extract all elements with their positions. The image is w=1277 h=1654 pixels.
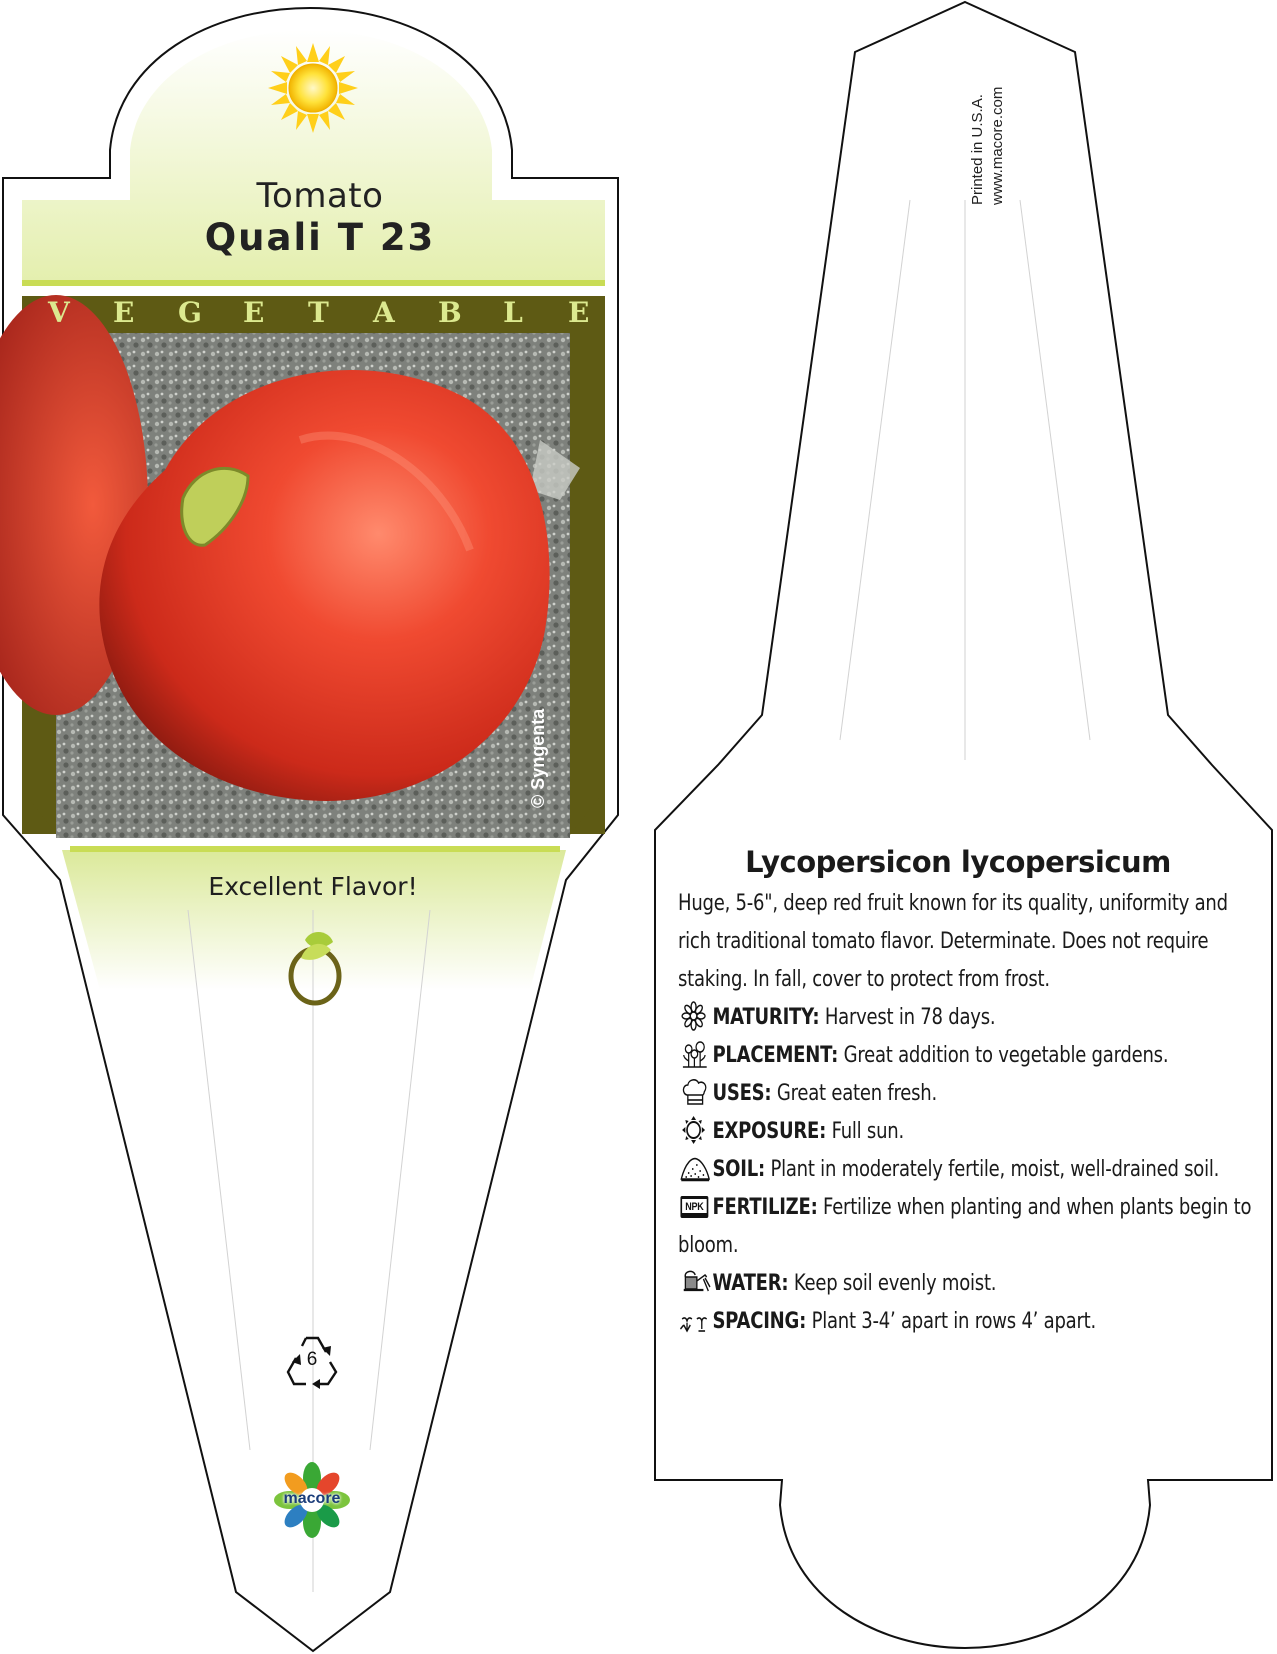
botanical-name: Lycopersicon lycopersicum [745, 845, 1171, 879]
care-row [678, 1189, 1252, 1265]
care-label: SPACING: [712, 1309, 807, 1334]
category-letter: E [568, 296, 590, 329]
care-row [678, 1075, 1252, 1113]
care-label: USES: [712, 1081, 772, 1106]
category-letter: E [113, 296, 135, 329]
printed-in-note [968, 87, 1008, 205]
category-letter: A [373, 296, 395, 329]
brand-name: macore [283, 1490, 341, 1507]
back-tag-outline [655, 2, 1272, 1648]
care-row [678, 999, 1252, 1037]
front-bottom-panel [62, 850, 566, 990]
back-content [678, 845, 1258, 1341]
plant-description: Huge, 5-6", deep red fruit known for its quality, uniformity and rich traditional tomato flavor. Determinate. Does not require staking. In fall, cover to protect from frost. [678, 891, 1228, 992]
variety-name: Quali T 23 [204, 216, 436, 259]
category-letter: G [178, 296, 202, 329]
tagline: Excellent Flavor! [208, 872, 418, 901]
care-row [678, 1151, 1252, 1189]
chef-hat-icon [678, 1077, 712, 1107]
sun-outline-icon [678, 1115, 712, 1145]
category-letter: B [438, 296, 462, 329]
category-letter: E [243, 296, 265, 329]
care-label: WATER: [712, 1271, 789, 1296]
website-text: www.macore.com [989, 86, 1006, 205]
placement-plants-icon [678, 1039, 712, 1069]
care-row [678, 1303, 1252, 1341]
care-label: PLACEMENT: [712, 1043, 839, 1068]
care-text: Fertilize when planting and when plants begin to bloom. [678, 1195, 1252, 1258]
common-name: Tomato [256, 176, 384, 216]
care-text: Harvest in 78 days. [824, 1005, 996, 1030]
care-text: Great eaten fresh. [776, 1081, 937, 1106]
spacing-seedlings-icon [678, 1305, 712, 1335]
care-text: Full sun. [831, 1119, 904, 1144]
category-letter: T [308, 296, 329, 329]
watering-can-icon [678, 1267, 712, 1297]
care-label: FERTILIZE: [712, 1195, 818, 1220]
category-letter: L [503, 296, 523, 329]
back-tag [655, 2, 1272, 1648]
care-label: MATURITY: [712, 1005, 820, 1030]
photo-credit: © Syngenta [528, 708, 548, 808]
care-row [678, 1037, 1252, 1075]
category-label [48, 296, 588, 329]
care-row [678, 1113, 1252, 1151]
care-text: Plant in moderately fertile, moist, well-drained soil. [770, 1157, 1220, 1182]
recycle-number: 6 [306, 1349, 318, 1370]
soil-mound-icon [678, 1153, 712, 1183]
svg-text:NPK: NPK [685, 1201, 704, 1214]
category-letter: V [48, 296, 70, 329]
care-text: Keep soil evenly moist. [793, 1271, 997, 1296]
care-list [678, 999, 1258, 1341]
care-text: Plant 3-4’ apart in rows 4’ apart. [811, 1309, 1096, 1334]
front-bottom-rule [70, 846, 560, 852]
npk-fertilizer-icon [678, 1191, 712, 1221]
printed-in-text: Printed in U.S.A. [969, 94, 986, 205]
flower-icon [678, 1001, 712, 1031]
front-header-rule [22, 280, 605, 286]
tomato-photo [0, 295, 580, 838]
care-row [678, 1265, 1252, 1303]
care-text: Great addition to vegetable gardens. [843, 1043, 1169, 1068]
care-label: SOIL: [712, 1157, 765, 1182]
sun-icon [268, 43, 358, 133]
care-label: EXPOSURE: [712, 1119, 827, 1144]
